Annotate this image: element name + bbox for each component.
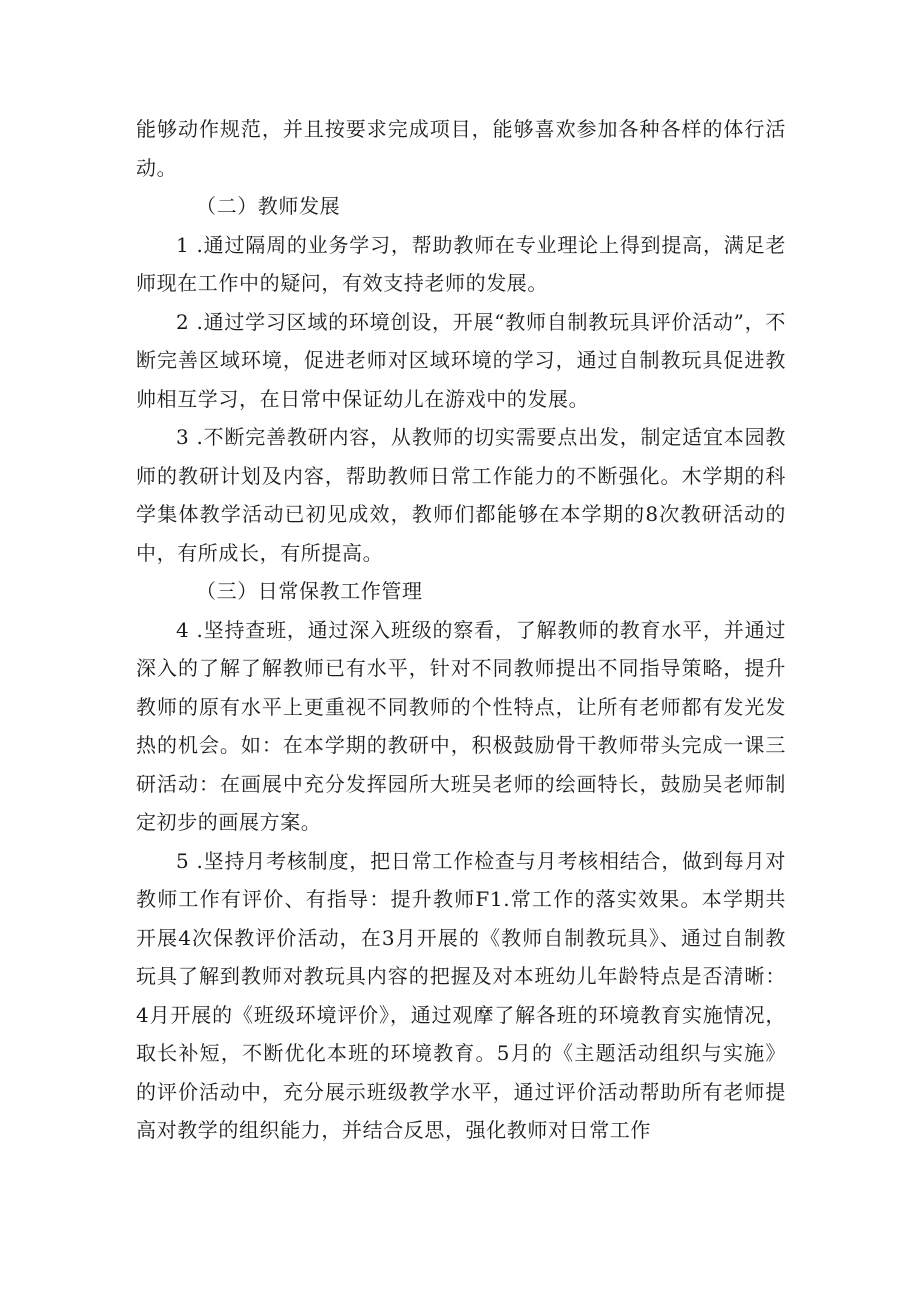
section-heading-daily-management: （三）日常保教工作管理 bbox=[196, 579, 423, 603]
continuation-paragraph: 能够动作规范，并且按要求完成项目，能够喜欢参加各种各样的体行活动。 bbox=[136, 117, 786, 180]
list-item-3: 3 .不断完善教研内容，从教师的切实需要点出发，制定适宜本园教师的教研计划及内容，帮助教师日常工作能力的不断强化。木学期的科学集体教学活动已初见成效，教师们都能够在本学期的8次教研活动的中，有所成长，有所提高。 bbox=[136, 425, 786, 565]
list-item-4: 4 .坚持查班，通过深入班级的察看，了解教师的教育水平，并通过深入的了解了解教师已有水平，针对不同教师提出不同指导策略，提升教师的原有水平上更重视不同教师的个性特点，让所有老师都有发光发热的机会。如：在本学期的教研中，积极鼓励骨干教师带头完成一课三研活动：在画展中充分发挥园所大班吴老师的绘画特长，鼓励吴老师制定初步的画展方案。 bbox=[136, 617, 786, 834]
list-item-2: 2 .通过学习区域的环境创设，开展“教师自制教玩具评价活动”，不断完善区域环境，促进老师对区域环境的学习，通过自制教玩具促进教帅相互学习，在日常中保证幼儿在游戏中的发展。 bbox=[136, 309, 786, 411]
list-item-5: 5 .坚持月考核制度，把日常工作检查与月考核相结合，做到每月对教师工作有评价、有指导：提升教师F1.常工作的落实效果。本学期共开展4次保教评价活动，在3月开展的《教师自制教玩具》、通过自制教玩具了解到教师对教玩具内容的把握及对本班幼儿年龄特点是否清晰：4月开展的《班级环境评价》，通过观摩了解各班的环境教育实施情况，取长补短，不断优化本班的环境教育。5月的《主题活动组织与实施》的评价活动中，充分展示班级教学水平，通过评价活动帮助所有老师提高对教学的组织能力，并结合反思，强化教师对日常工作 bbox=[136, 848, 786, 1142]
list-item-1: 1 .通过隔周的业务学习，帮助教师在专业理论上得到提高，满足老师现在工作中的疑问，有效支持老师的发展。 bbox=[136, 232, 786, 295]
document-body bbox=[136, 110, 786, 1150]
section-heading-teacher-development: （二）教师发展 bbox=[196, 194, 341, 218]
